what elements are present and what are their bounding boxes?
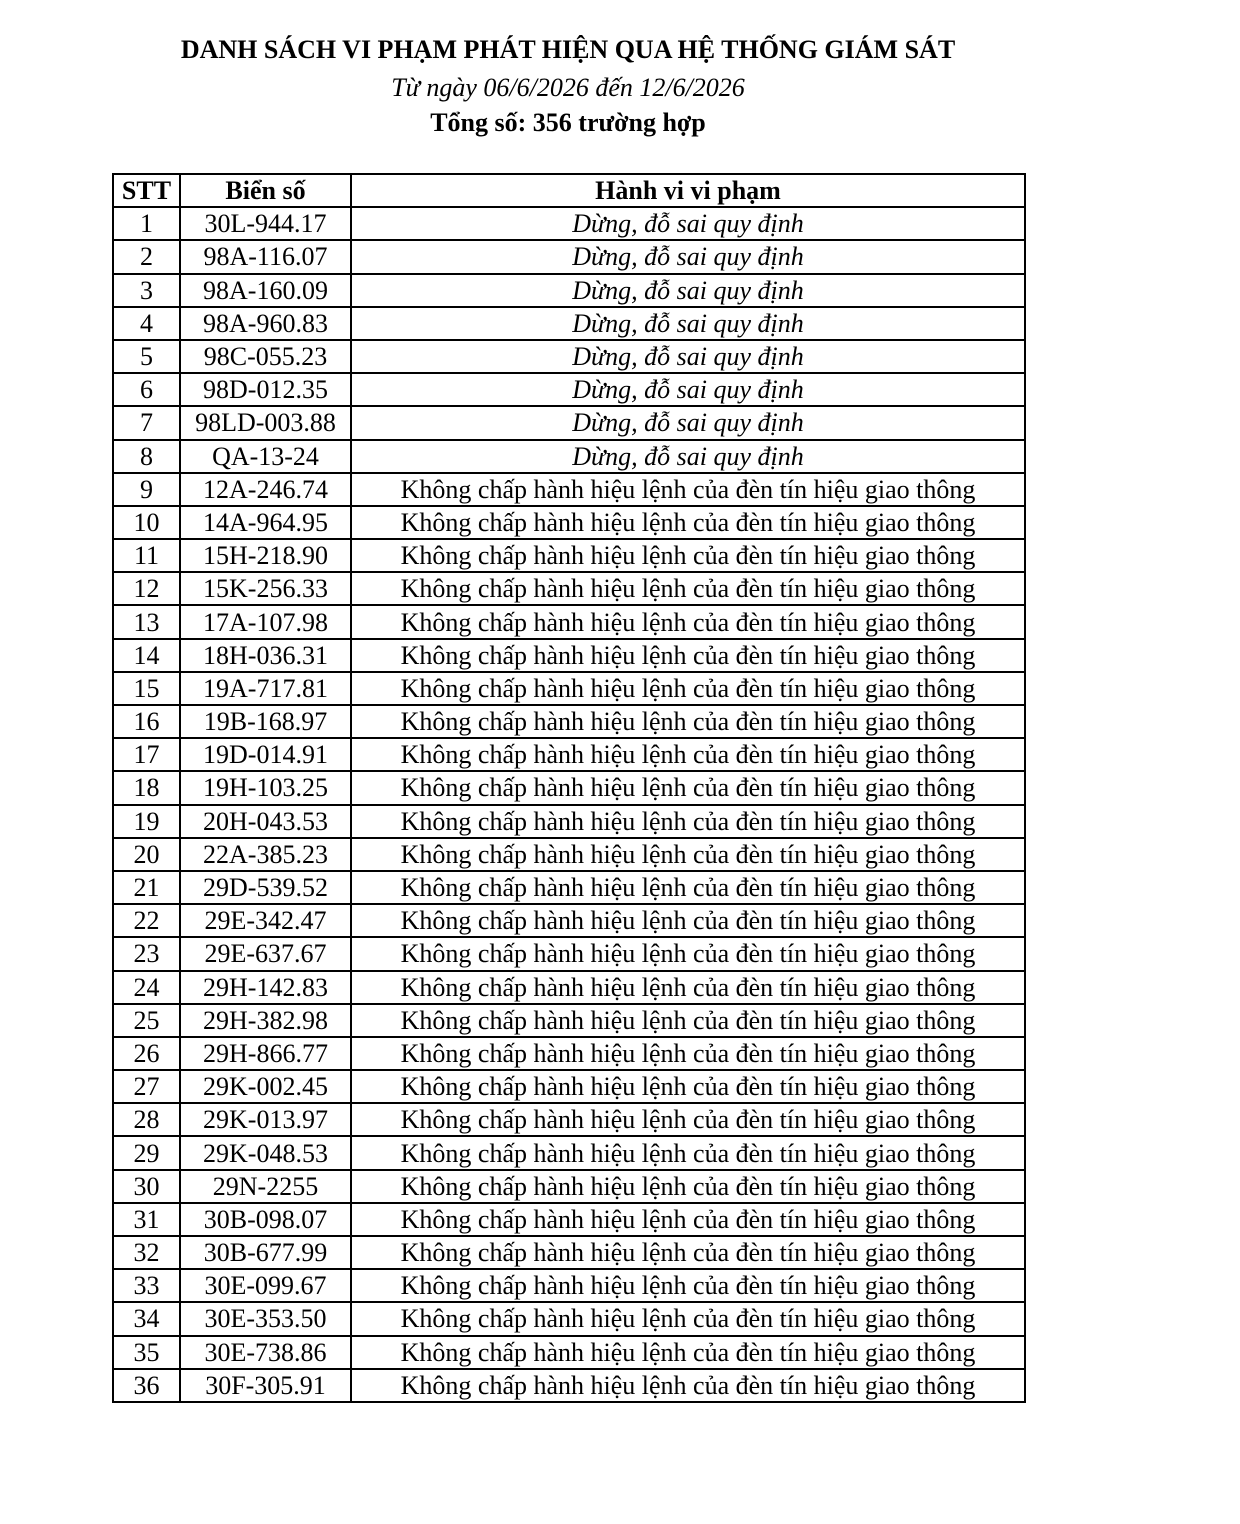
row-violation: Dừng, đỗ sai quy định [351, 373, 1025, 406]
row-violation: Không chấp hành hiệu lệnh của đèn tín hiệu giao thông [351, 572, 1025, 605]
row-violation: Không chấp hành hiệu lệnh của đèn tín hiệu giao thông [351, 539, 1025, 572]
table-row [113, 539, 1025, 572]
row-stt: 24 [113, 971, 180, 1004]
row-stt: 36 [113, 1369, 180, 1402]
row-stt: 25 [113, 1004, 180, 1037]
row-plate: 98A-960.83 [180, 307, 351, 340]
row-plate: 98A-116.07 [180, 240, 351, 273]
table-row [113, 340, 1025, 373]
row-plate: 98LD-003.88 [180, 406, 351, 439]
row-violation: Dừng, đỗ sai quy định [351, 340, 1025, 373]
row-violation: Không chấp hành hiệu lệnh của đèn tín hiệu giao thông [351, 1004, 1025, 1037]
row-plate: 15K-256.33 [180, 572, 351, 605]
row-plate: 18H-036.31 [180, 639, 351, 672]
row-violation: Dừng, đỗ sai quy định [351, 307, 1025, 340]
row-violation: Dừng, đỗ sai quy định [351, 240, 1025, 273]
table-row [113, 705, 1025, 738]
table-header-row [113, 174, 1025, 207]
row-stt: 12 [113, 572, 180, 605]
table-row [113, 1203, 1025, 1236]
row-violation: Không chấp hành hiệu lệnh của đèn tín hiệu giao thông [351, 639, 1025, 672]
row-violation: Không chấp hành hiệu lệnh của đèn tín hiệu giao thông [351, 805, 1025, 838]
row-plate: 20H-043.53 [180, 805, 351, 838]
row-stt: 21 [113, 871, 180, 904]
row-plate: 29K-013.97 [180, 1103, 351, 1136]
table-row [113, 274, 1025, 307]
row-stt: 3 [113, 274, 180, 307]
row-violation: Không chấp hành hiệu lệnh của đèn tín hiệu giao thông [351, 838, 1025, 871]
table-row [113, 738, 1025, 771]
row-violation: Không chấp hành hiệu lệnh của đèn tín hiệu giao thông [351, 1136, 1025, 1169]
row-stt: 26 [113, 1037, 180, 1070]
row-plate: 15H-218.90 [180, 539, 351, 572]
row-violation: Không chấp hành hiệu lệnh của đèn tín hiệu giao thông [351, 937, 1025, 970]
row-stt: 10 [113, 506, 180, 539]
row-stt: 1 [113, 207, 180, 240]
row-plate: 98C-055.23 [180, 340, 351, 373]
table-row [113, 805, 1025, 838]
table-row [113, 1170, 1025, 1203]
row-stt: 2 [113, 240, 180, 273]
row-violation: Không chấp hành hiệu lệnh của đèn tín hiệu giao thông [351, 1336, 1025, 1369]
row-violation: Không chấp hành hiệu lệnh của đèn tín hiệu giao thông [351, 605, 1025, 638]
row-violation: Dừng, đỗ sai quy định [351, 440, 1025, 473]
table-row [113, 373, 1025, 406]
table-row [113, 838, 1025, 871]
header-violation: Hành vi vi phạm [351, 174, 1025, 207]
table-row [113, 1037, 1025, 1070]
table-row [113, 1336, 1025, 1369]
row-plate: 98D-012.35 [180, 373, 351, 406]
row-plate: 22A-385.23 [180, 838, 351, 871]
table-row [113, 473, 1025, 506]
table-row [113, 1070, 1025, 1103]
row-plate: 12A-246.74 [180, 473, 351, 506]
table-row [113, 406, 1025, 439]
row-violation: Không chấp hành hiệu lệnh của đèn tín hiệu giao thông [351, 771, 1025, 804]
table-body [113, 207, 1025, 1402]
row-plate: 29H-866.77 [180, 1037, 351, 1070]
row-violation: Không chấp hành hiệu lệnh của đèn tín hiệu giao thông [351, 506, 1025, 539]
row-stt: 11 [113, 539, 180, 572]
row-violation: Không chấp hành hiệu lệnh của đèn tín hiệu giao thông [351, 871, 1025, 904]
table-row [113, 1369, 1025, 1402]
violation-table [112, 173, 1026, 1403]
row-plate: 29K-002.45 [180, 1070, 351, 1103]
row-stt: 17 [113, 738, 180, 771]
row-stt: 9 [113, 473, 180, 506]
row-violation: Không chấp hành hiệu lệnh của đèn tín hiệu giao thông [351, 1236, 1025, 1269]
row-stt: 22 [113, 904, 180, 937]
row-stt: 28 [113, 1103, 180, 1136]
row-plate: 19D-014.91 [180, 738, 351, 771]
row-violation: Không chấp hành hiệu lệnh của đèn tín hiệu giao thông [351, 1302, 1025, 1335]
row-plate: 29N-2255 [180, 1170, 351, 1203]
row-stt: 19 [113, 805, 180, 838]
row-stt: 29 [113, 1136, 180, 1169]
row-violation: Dừng, đỗ sai quy định [351, 207, 1025, 240]
table-row [113, 572, 1025, 605]
table-row [113, 207, 1025, 240]
row-violation: Dừng, đỗ sai quy định [351, 406, 1025, 439]
table-row [113, 440, 1025, 473]
row-plate: 30B-098.07 [180, 1203, 351, 1236]
row-plate: 19B-168.97 [180, 705, 351, 738]
row-stt: 16 [113, 705, 180, 738]
row-plate: 19H-103.25 [180, 771, 351, 804]
row-stt: 32 [113, 1236, 180, 1269]
table-row [113, 904, 1025, 937]
row-plate: 29E-637.67 [180, 937, 351, 970]
table-row [113, 307, 1025, 340]
row-plate: 29E-342.47 [180, 904, 351, 937]
row-violation: Không chấp hành hiệu lệnh của đèn tín hiệu giao thông [351, 738, 1025, 771]
row-plate: 30E-099.67 [180, 1269, 351, 1302]
row-stt: 15 [113, 672, 180, 705]
row-plate: 29H-142.83 [180, 971, 351, 1004]
row-violation: Không chấp hành hiệu lệnh của đèn tín hiệu giao thông [351, 971, 1025, 1004]
row-stt: 35 [113, 1336, 180, 1369]
row-violation: Không chấp hành hiệu lệnh của đèn tín hiệu giao thông [351, 1170, 1025, 1203]
table-row [113, 639, 1025, 672]
row-stt: 33 [113, 1269, 180, 1302]
row-stt: 30 [113, 1170, 180, 1203]
row-violation: Dừng, đỗ sai quy định [351, 274, 1025, 307]
row-stt: 34 [113, 1302, 180, 1335]
date-range: Từ ngày 06/6/2026 đến 12/6/2026 [391, 73, 745, 102]
row-stt: 27 [113, 1070, 180, 1103]
row-stt: 5 [113, 340, 180, 373]
row-plate: 19A-717.81 [180, 672, 351, 705]
row-violation: Không chấp hành hiệu lệnh của đèn tín hiệu giao thông [351, 1037, 1025, 1070]
row-stt: 6 [113, 373, 180, 406]
row-stt: 18 [113, 771, 180, 804]
table-row [113, 240, 1025, 273]
row-stt: 23 [113, 937, 180, 970]
row-violation: Không chấp hành hiệu lệnh của đèn tín hiệu giao thông [351, 473, 1025, 506]
table-row [113, 771, 1025, 804]
header-plate: Biển số [180, 174, 351, 207]
document-title: DANH SÁCH VI PHẠM PHÁT HIỆN QUA HỆ THỐNG GIÁM SÁT [180, 35, 956, 64]
row-plate: 30E-353.50 [180, 1302, 351, 1335]
table-row [113, 1236, 1025, 1269]
row-violation: Không chấp hành hiệu lệnh của đèn tín hiệu giao thông [351, 904, 1025, 937]
table-row [113, 1302, 1025, 1335]
row-plate: 30E-738.86 [180, 1336, 351, 1369]
row-plate: 30L-944.17 [180, 207, 351, 240]
table-row [113, 971, 1025, 1004]
row-plate: 29D-539.52 [180, 871, 351, 904]
row-plate: 14A-964.95 [180, 506, 351, 539]
table-row [113, 871, 1025, 904]
row-violation: Không chấp hành hiệu lệnh của đèn tín hiệu giao thông [351, 1369, 1025, 1402]
table-row [113, 1004, 1025, 1037]
header-stt: STT [113, 174, 180, 207]
row-stt: 7 [113, 406, 180, 439]
table-row [113, 672, 1025, 705]
table-row [113, 1136, 1025, 1169]
table-row [113, 1269, 1025, 1302]
row-violation: Không chấp hành hiệu lệnh của đèn tín hiệu giao thông [351, 1103, 1025, 1136]
table-row [113, 605, 1025, 638]
row-stt: 8 [113, 440, 180, 473]
table-row [113, 937, 1025, 970]
row-stt: 20 [113, 838, 180, 871]
row-plate: 30F-305.91 [180, 1369, 351, 1402]
row-plate: 29K-048.53 [180, 1136, 351, 1169]
row-stt: 4 [113, 307, 180, 340]
row-stt: 14 [113, 639, 180, 672]
row-plate: 17A-107.98 [180, 605, 351, 638]
row-plate: QA-13-24 [180, 440, 351, 473]
row-plate: 29H-382.98 [180, 1004, 351, 1037]
table-row [113, 1103, 1025, 1136]
row-stt: 31 [113, 1203, 180, 1236]
row-violation: Không chấp hành hiệu lệnh của đèn tín hiệu giao thông [351, 1070, 1025, 1103]
row-plate: 98A-160.09 [180, 274, 351, 307]
row-stt: 13 [113, 605, 180, 638]
row-violation: Không chấp hành hiệu lệnh của đèn tín hiệu giao thông [351, 1269, 1025, 1302]
row-plate: 30B-677.99 [180, 1236, 351, 1269]
table-row [113, 506, 1025, 539]
row-violation: Không chấp hành hiệu lệnh của đèn tín hiệu giao thông [351, 705, 1025, 738]
row-violation: Không chấp hành hiệu lệnh của đèn tín hiệu giao thông [351, 1203, 1025, 1236]
row-violation: Không chấp hành hiệu lệnh của đèn tín hiệu giao thông [351, 672, 1025, 705]
total-count: Tổng số: 356 trường hợp [430, 108, 706, 137]
